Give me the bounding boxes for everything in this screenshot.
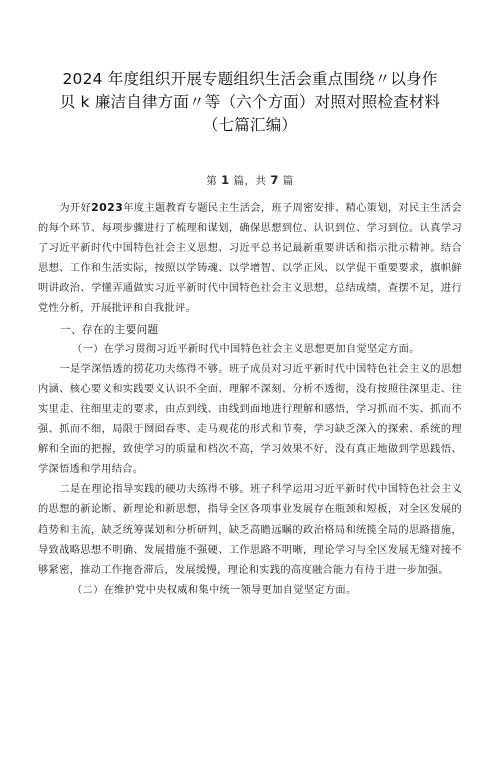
section-heading: 一、存在的主要问题	[60, 323, 159, 336]
page-indicator-prefix: 第	[206, 175, 218, 187]
document-title	[38, 68, 462, 137]
page-indicator-total: 7	[270, 173, 279, 187]
page-indicator-suffix: 篇	[282, 175, 294, 187]
subheading-1: （一）在学习贯彻习近平新时代中国特色社会主义思想更加自觉坚定方面。	[72, 343, 420, 355]
title-line-2: 贝 k 廉洁自律方面〃等（六个方面）对照对照检查材料	[59, 93, 441, 111]
paragraph-1: 一是学深悟透的捞花功夫练得不够。班子成员对习近平新时代中国特色社会主义的思想内涵、核心要义和实践要义认识不全面、理解不深刻、分析不透彻，没有按照往深里走、往实里走、往细里走的要求，由点到线、由线到面地进行理解和感悟，学习抓而不实、抓而不强、抓而不细，局限于囫囵吞枣、走马观花的形式和节奏，学习缺乏深入的探索、系统的理解和全面的把握，致使学习的质量和档次不高，学习效果不好，没有真正地做到学思践悟、学深悟透和学用结合。	[38, 363, 462, 476]
document-body	[38, 198, 462, 601]
page-indicator	[38, 173, 462, 188]
document-page	[0, 68, 500, 775]
subheading-2: （二）在维护党中央权威和集中统一领导更加自觉坚定方面。	[72, 584, 357, 596]
page-indicator-middle: 篇，共	[233, 175, 267, 187]
page-indicator-current: 1	[221, 173, 230, 187]
intro-after: 年度主题教育专题民主生活会，班子周密安排、精心策划，对民主生活会的每个环节、每项步骤进行了梳理和谋划，确保思想到位、认识到位、学习到位。认真学习了习近平新时代中国特色社会主义思想、习近平总书记最新重要讲话和指示批示精神。结合思想、工作和生活实际，按照以学铸魂、以学增智、以学正风、以学促干重要要求，旗帜鲜明讲政治、学懂弄通做实习近平新时代中国特色社会主义思想，总结成绩，查摆不足，进行党性分析，开展批评和自我批评。	[38, 203, 462, 315]
paragraph-2: 二是在理论指导实践的硬功夫练得不够。班子科学运用习近平新时代中国特色社会主义的思想的新论断、新理论和新思想，指导全区各项事业发展存在瓶颈和短板，对全区发展的趋势和主流，缺乏统筹谋划和分析研判，缺乏高瞻远瞩的政治格局和统揽全局的思路措施，导致战略思想不明确、发展措施不强硬、工作思路不明晰，理论学习与全区发展无缝对接不够紧密，推动工作拖沓滞后，发展缓慢，理论和实践的高度融合能力有待于进一步加强。	[38, 484, 462, 576]
intro-paragraph	[38, 198, 462, 320]
title-line-3: （七篇汇编）	[202, 116, 298, 134]
intro-year: 2023	[91, 201, 124, 214]
title-line-1: 2024 年度组织开展专题组织生活会重点围绕〃以身作	[62, 70, 438, 88]
intro-before: 为开好	[59, 203, 92, 214]
